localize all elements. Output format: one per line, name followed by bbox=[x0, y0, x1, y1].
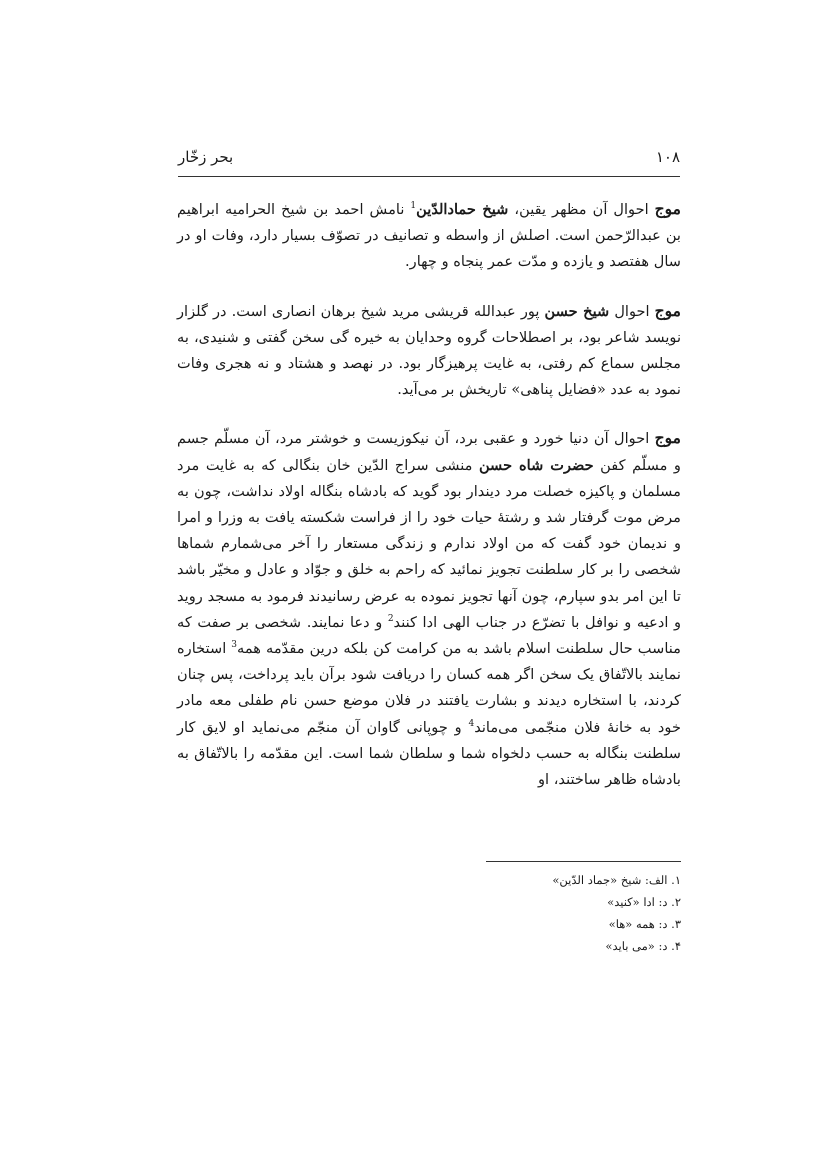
paragraph-body bbox=[177, 430, 681, 788]
footnote-marker: 1 bbox=[410, 201, 417, 212]
person-name: شیخ حمادالدّین bbox=[416, 201, 509, 218]
text-run: نامش احمد بن شیخ الحرامیه ابراهیم بن عبدالرّحمن است. اصلش از واسطه و تصانیف در تصوّف بسیار دارد، وفات او در سال هفتصد و یازده و مدّت عمر پنجاه و چهار. bbox=[177, 201, 681, 271]
page-number: ۱۰۸ bbox=[655, 148, 680, 166]
footnote-marker: 4 bbox=[468, 718, 475, 729]
person-name: حضرت شاه حسن bbox=[478, 456, 594, 474]
text-run: منشی سراج الدّین خان بنگالی که به غایت مرد مسلمان و پاکیزه خصلت مرد دیندار بود گوید که بادشاه بنگاله اولاد نداشت، چون به مرض موت گرفتار شد و رشتهٔ حیات خود را از فراست شکسته یافت به وزرا و امرا و ندیمان خود گفت که من اولاد ندارم و زندگی مستعار را آخر می‌شمارم شماها شخصی را بر کار سلطنت تجویز نمائید که راحم به خلق و جوّاد و عادل و مخیّر باشد تا این امر بدو سپارم، چون آنها تجویز نموده به عرض رسانیدند فرمود به مسجد روید و ادعیه و نوافل با تضرّع در جناب الهی ادا کنند bbox=[177, 456, 681, 631]
footnotes bbox=[460, 869, 681, 957]
text-run: استخاره نمایند بالاتّفاق یک سخن اگر همه کسان را دریافت شود برآن باید پرداخت، پس چنان کردند، با استخاره دیدند و بشارت یافتند در فلان موضع حسن نام طفلی معه مادر خود به خانهٔ فلان منجّمی می‌ماند bbox=[177, 640, 681, 736]
text-run: و دعا نمایند. شخصی بر صفت که مناسب حال سلطنت اسلام باشد به من کرامت کن بلکه درین مقدّمه همه bbox=[177, 613, 681, 658]
footnote-divider bbox=[486, 861, 681, 862]
paragraph-lead-word: موج bbox=[654, 428, 681, 448]
running-title: بحر زخّار bbox=[178, 148, 234, 166]
header-divider bbox=[178, 176, 680, 177]
paragraph-lead-word: موج bbox=[654, 199, 681, 218]
text-run: پور عبدالله قریشی مرید شیخ برهان انصاری است. در گلزار نویسد شاعر بود، بر اصطلاحات گروه وحدایان به خیره گی سخن گفتی و شنیدی، به مجلس سماع کم رفتی، به غایت پرهیزگار بود. در نهصد و هشتاد و نه هجری وفات نمود به عدد «فضایل پناهی» تاریخش بر می‌آید. bbox=[177, 302, 681, 399]
text-run: احوال آن مظهر یقین، bbox=[508, 201, 655, 218]
text-run: احوال آن دنیا خورد و عقبی برد، آن نیکوزیست و خوشتر مرد، آن مسلّم جسم و مسلّم کفن bbox=[177, 430, 681, 474]
footnote-marker: 3 bbox=[231, 640, 238, 651]
footnote-1: ۱. الف: شیخ «جماد الدّین» bbox=[552, 873, 681, 887]
person-name: شیخ حسن bbox=[544, 302, 610, 320]
page-header bbox=[178, 146, 680, 172]
paragraph-2 bbox=[177, 298, 681, 404]
paragraph-lead-word: موج bbox=[654, 300, 681, 320]
footnote-2: ۲. د: ادا «کنید» bbox=[607, 895, 681, 909]
paragraph-body bbox=[177, 300, 681, 399]
text-run: و چوپانی گاوان آن منجّم می‌نماید او لایق کار سلطنت بنگاله به حسب دلخواه شما و سلطان شما است. این مقدّمه را بالاتّفاق به بادشاه ظاهر ساختند، او bbox=[177, 718, 681, 789]
footnote-marker: 2 bbox=[387, 613, 394, 624]
footnote-3: ۳. د: همه «ها» bbox=[608, 917, 681, 931]
paragraph-3 bbox=[177, 425, 681, 793]
text-run: احوال bbox=[609, 302, 655, 320]
paragraph-1 bbox=[177, 196, 681, 276]
footnote-4: ۴. د: «می باید» bbox=[605, 939, 681, 953]
paragraph-body bbox=[177, 201, 681, 270]
main-text bbox=[177, 196, 681, 815]
